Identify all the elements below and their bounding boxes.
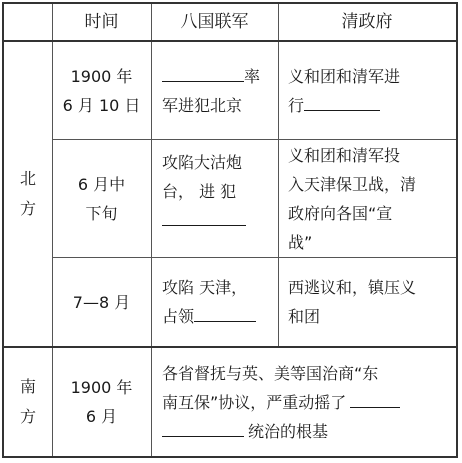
south-text-line2: 南互保”协议，严重动摇了 (162, 388, 454, 417)
row3-allied: 攻陷 天津， 占领 (162, 258, 274, 346)
row3-time: 7—8 月 (72, 292, 131, 312)
fill-blank (350, 389, 400, 408)
fill-blank (162, 418, 244, 437)
region-south: 南 方 (19, 377, 36, 426)
south-time: 1900 年 6 月 (70, 378, 133, 426)
row1-allied-line1: 率 (162, 62, 274, 91)
fill-blank (194, 303, 256, 322)
row3-qing: 西逃议和，镇压义 和团 (288, 278, 417, 326)
row2-qing: 义和团和清军投 入天津保卫战，清 政府向各国“宣 战” (288, 145, 417, 252)
row2-allied-line3 (162, 206, 274, 235)
region-north: 北 方 (19, 169, 36, 218)
south-text: 各省督抚与英、美等国治商“东 南互保”协议，严重动摇了 统治的根基 (162, 348, 454, 456)
header-time: 时间 (84, 11, 119, 32)
header-allied: 八国联军 (180, 11, 249, 32)
header-qing: 清政府 (341, 11, 393, 32)
row1-qing: 义和团和清军进 行 (288, 42, 453, 139)
grid-line (151, 4, 152, 456)
row3-allied-line2: 占领 (162, 302, 274, 331)
row1-qing-line2: 行 (288, 91, 453, 120)
row2-time: 6 月中 下旬 (77, 174, 126, 223)
history-table (2, 2, 458, 458)
row1-allied: 率 军进犯北京 (162, 42, 274, 139)
fill-blank (304, 92, 380, 111)
row2-allied: 攻陷大沽炮 台， 进 犯 (162, 140, 274, 257)
fill-blank (162, 63, 244, 82)
grid-line (278, 4, 279, 347)
fill-blank (162, 207, 246, 226)
row1-time: 1900 年 6 月 10 日 (62, 66, 141, 115)
south-text-line3: 统治的根基 (162, 417, 454, 446)
